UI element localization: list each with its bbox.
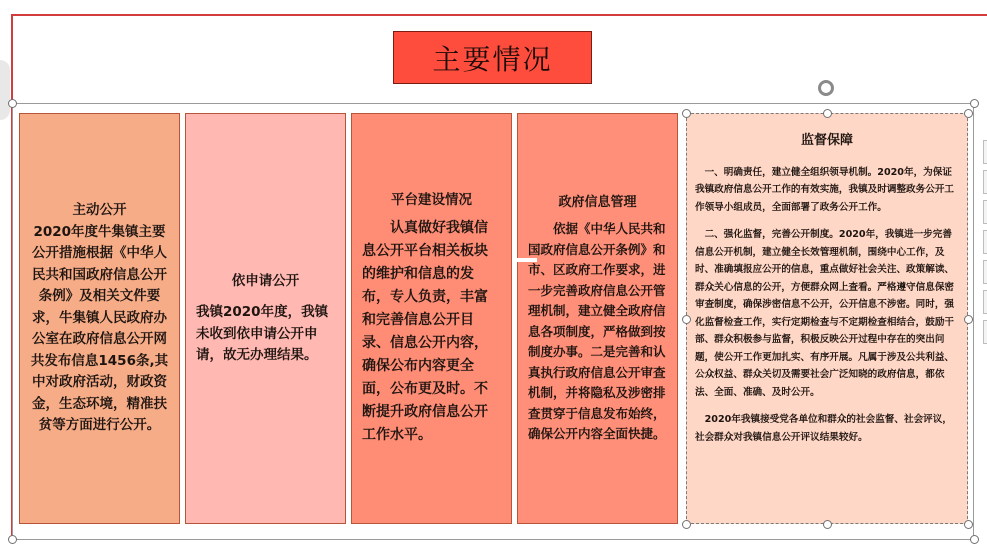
- side-tab[interactable]: [983, 140, 987, 164]
- textbox-handle-bottom-left[interactable]: [682, 520, 691, 529]
- column-heading: 平台建设情况: [391, 191, 472, 208]
- column-supervision-guarantee[interactable]: [686, 113, 968, 524]
- side-tab[interactable]: [983, 260, 987, 284]
- textbox-handle-bottom-right[interactable]: [964, 520, 973, 529]
- rotate-handle-icon[interactable]: [818, 80, 834, 96]
- column-heading: 依申请公开: [231, 272, 300, 289]
- column-heading: 监督保障: [800, 133, 853, 148]
- side-tab[interactable]: [983, 200, 987, 224]
- resize-handle-bottom-left[interactable]: [8, 535, 17, 544]
- textbox-handle-top-center[interactable]: [823, 109, 832, 118]
- resize-handle-top-left[interactable]: [8, 99, 17, 108]
- textbox-handle-top-right[interactable]: [964, 109, 973, 118]
- textbox-handle-bottom-center[interactable]: [823, 520, 832, 529]
- column-application-disclosure[interactable]: [185, 113, 346, 524]
- resize-handle-bottom-right[interactable]: [970, 535, 979, 544]
- column-heading: 主动公开: [72, 202, 127, 219]
- side-tab[interactable]: [983, 230, 987, 254]
- column-body: 依据《中华人民共和国政府信息公开条例》和市、区政府工作要求，进一步完善政府信息公开管理机制，建立健全政府信息各项制度，严格做到按制度办事。二是完善和认真执行政府信息公开审查机制，并将隐私及涉密排查贯穿于信息发布始终，确保公开内容全面快捷。: [528, 221, 666, 441]
- side-tab[interactable]: [983, 290, 987, 314]
- side-tab[interactable]: [983, 170, 987, 194]
- slide-title[interactable]: [393, 31, 592, 84]
- slide-decoration: [0, 60, 10, 120]
- side-tab[interactable]: [983, 320, 987, 344]
- column-body: 我镇2020年度，我镇未收到依申请公开申请，故无办理结果。: [196, 304, 329, 363]
- resize-handle-top-right[interactable]: [970, 99, 979, 108]
- textbox-handle-top-left[interactable]: [682, 109, 691, 118]
- text-cursor-mark: [515, 258, 537, 262]
- side-panel-tabs[interactable]: [983, 140, 987, 350]
- column-body: 2020年度牛集镇主要公开措施根据《中华人民共和国政府信息公开条例》及相关文件要求，牛集镇人民政府办公室在政府信息公开网共发布信息1456条,其中对政府活动，财政资金，生态环境，精准扶贫等方面进行公开。: [30, 223, 169, 434]
- paragraph: 一、明确责任，建立健全组织领导机制。2020年，为保证我镇政府信息公开工作的有效实施，我镇及时调整政务公开工作领导小组成员，全面部署了政务公开工作。: [695, 166, 955, 213]
- paragraph: 二、强化监督，完善公开制度。2020年，我镇进一步完善信息公开机制，建立健全长效管理机制，围绕中心工作，及时、准确填报应公开的信息，重点做好社会关注、政策解读、群众关心信息的公开，方便群众网上查看。严格遵守信息保密审查制度，确保涉密信息不公开，公开信息不涉密。同时，强化监督检查工作，实行定期检查与不定期检查相结合，鼓励干部、群众积极参与监督，积极反映公开过程中存在的突出问题，使公开工作更加扎实、有序开展。凡属于涉及公共利益、公众权益、群众关切及需要社会广泛知晓的政府信息，都依法、全面、准确、及时公开。: [695, 229, 955, 398]
- column-body: 认真做好我镇信息公开平台相关板块的维护和信息的发布，专人负责，丰富和完善信息公开目录、信息公开内容，确保公布内容更全面，公布更及时。不断提升政府信息公开工作水平。: [362, 220, 488, 444]
- paragraph: 2020年我镇接受党各单位和群众的社会监督、社会评议，社会群众对我镇信息公开评议结果较好。: [695, 414, 952, 443]
- column-information-management[interactable]: [517, 113, 678, 524]
- column-heading: 政府信息管理: [558, 194, 637, 210]
- column-platform-construction[interactable]: [351, 113, 512, 524]
- slide-title-text: 主要情况: [432, 42, 553, 76]
- textbox-handle-middle-right[interactable]: [964, 315, 973, 324]
- textbox-handle-middle-left[interactable]: [682, 315, 691, 324]
- column-active-disclosure[interactable]: [19, 113, 180, 524]
